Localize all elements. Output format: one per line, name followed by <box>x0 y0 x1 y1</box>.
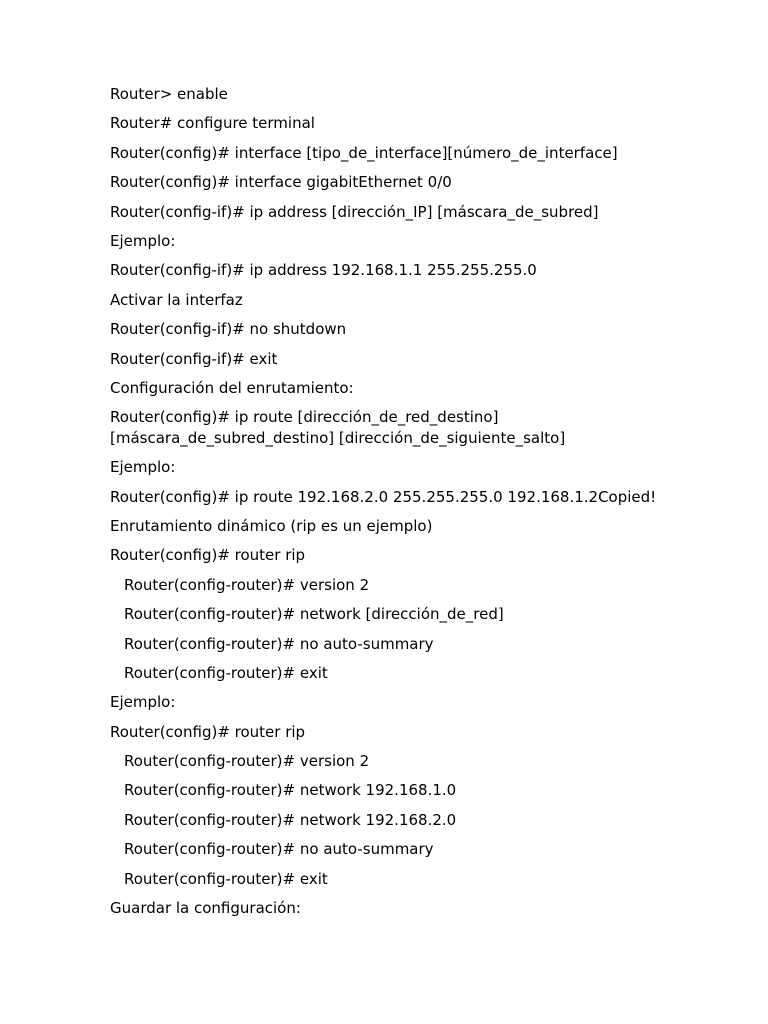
document-line: Ejemplo: <box>110 458 176 477</box>
command-line-indented: Router(config-router)# network [dirección_de_red] <box>124 605 504 624</box>
command-line-indented: Router(config-router)# version 2 <box>124 575 370 594</box>
command-line-indented: Router(config-router)# exit <box>124 663 328 682</box>
document-line: Router(config-if)# exit <box>110 349 278 368</box>
document-line: Router(config)# interface [tipo_de_interface][número_de_interface] <box>110 143 618 162</box>
document-line: Router(config)# router rip <box>110 546 306 565</box>
document-line: Router(config-if)# ip address 192.168.1.1 255.255.255.0 <box>110 261 537 280</box>
document-line: Configuración del enrutamiento: <box>110 378 354 397</box>
document-line: Router(config-if)# ip address [dirección_IP] [máscara_de_subred] <box>110 202 599 221</box>
document-line: Guardar la configuración: <box>110 899 301 918</box>
command-line-indented: Router(config-router)# network 192.168.2.0 <box>124 810 457 829</box>
command-line-indented: Router(config-router)# no auto-summary <box>124 634 434 653</box>
document-line: Ejemplo: <box>110 231 176 250</box>
document-body <box>110 84 672 919</box>
document-line: Router(config-if)# no shutdown <box>110 320 347 339</box>
document-line: Router(config)# ip route [dirección_de_red_destino] [máscara_de_subred_destino] [dirección_de_siguiente_salto] <box>110 408 566 447</box>
document-line: Router(config)# interface gigabitEthernet 0/0 <box>110 173 452 192</box>
command-line-indented: Router(config-router)# no auto-summary <box>124 840 434 859</box>
command-line-indented: Router(config-router)# exit <box>124 869 328 888</box>
document-line: Router> enable <box>110 85 228 103</box>
document-line: Router(config)# ip route 192.168.2.0 255.255.255.0 192.168.1.2Copied! <box>110 487 657 506</box>
document-line: Router(config)# router rip <box>110 722 306 741</box>
command-line-indented: Router(config-router)# network 192.168.1.0 <box>124 781 457 800</box>
document-line: Enrutamiento dinámico (rip es un ejemplo) <box>110 516 433 535</box>
document-line: Ejemplo: <box>110 693 176 712</box>
document-line: Router# configure terminal <box>110 114 315 133</box>
command-line-indented: Router(config-router)# version 2 <box>124 752 370 771</box>
document-line: Activar la interfaz <box>110 290 243 309</box>
